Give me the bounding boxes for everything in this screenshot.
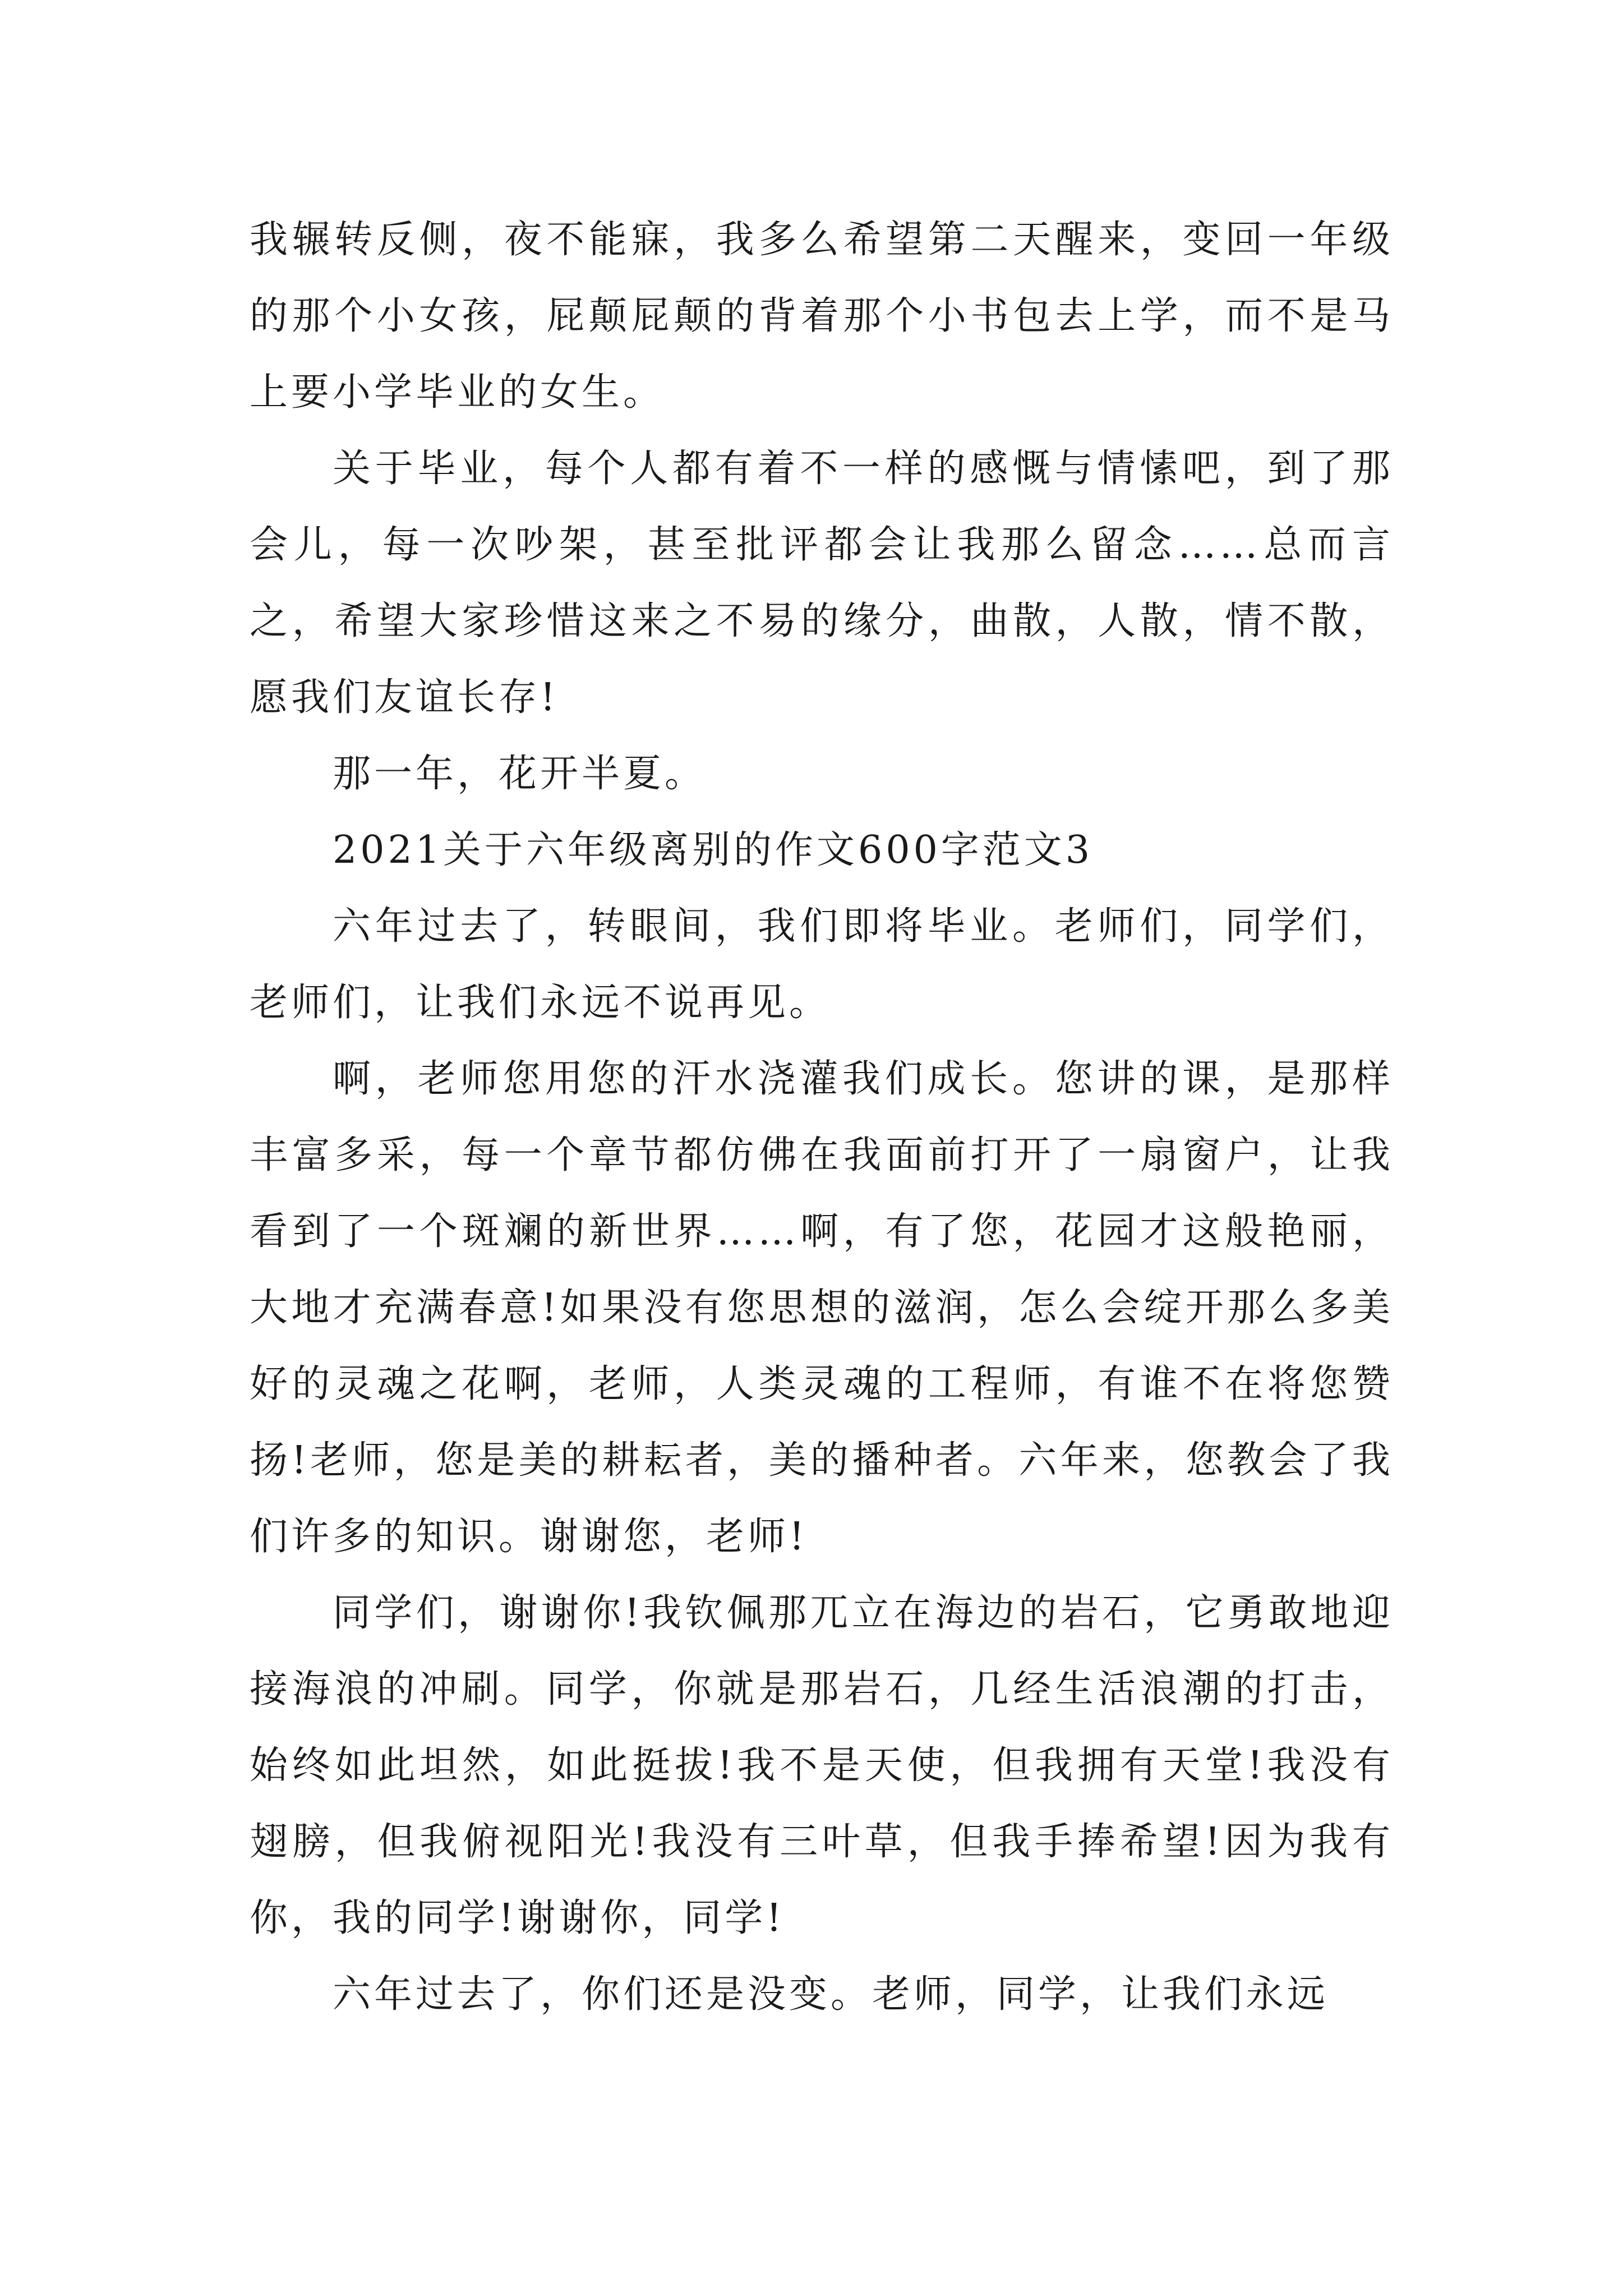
section-heading: 2021关于六年级离别的作文600字范文3 xyxy=(333,828,1094,872)
document-body xyxy=(250,202,1394,2033)
paragraph-3: 那一年，花开半夏。 xyxy=(333,752,707,796)
paragraph-6: 同学们，谢谢你!我钦佩那兀立在海边的岩石，它勇敢地迎接海浪的冲刷。同学，你就是那岩石，几经生活浪潮的打击，始终如此坦然，如此挺拔!我不是天使，但我拥有天堂!我没有翅膀，但我俯视阳光!我没有三叶草，但我手捧希望!因为我有你，我的同学!谢谢你，同学! xyxy=(250,1591,1394,1940)
paragraph-5: 啊，老师您用您的汗水浇灌我们成长。您讲的课，是那样丰富多采，每一个章节都仿佛在我面前打开了一扇窗户，让我看到了一个斑斓的新世界……啊，有了您，花园才这般艳丽，大地才充满春意!如果没有您思想的滋润，怎么会绽开那么多美好的灵魂之花啊，老师，人类灵魂的工程师，有谁不在将您赞扬!老师，您是美的耕耘者，美的播种者。六年来，您教会了我们许多的知识。谢谢您，老师! xyxy=(250,1057,1394,1559)
paragraph-7: 六年过去了，你们还是没变。老师，同学，让我们永远 xyxy=(333,1972,1329,2017)
paragraph-4: 六年过去了，转眼间，我们即将毕业。老师们，同学们，老师们，让我们永远不说再见。 xyxy=(250,904,1394,1025)
paragraph-1: 我辗转反侧，夜不能寐，我多么希望第二天醒来，变回一年级的那个小女孩，屁颠屁颠的背着那个小书包去上学，而不是马上要小学毕业的女生。 xyxy=(250,218,1394,415)
paragraph-2: 关于毕业，每个人都有着不一样的感慨与情愫吧，到了那会儿，每一次吵架，甚至批评都会让我那么留念……总而言之，希望大家珍惜这来之不易的缘分，曲散，人散，情不散，愿我们友谊长存! xyxy=(250,447,1394,720)
